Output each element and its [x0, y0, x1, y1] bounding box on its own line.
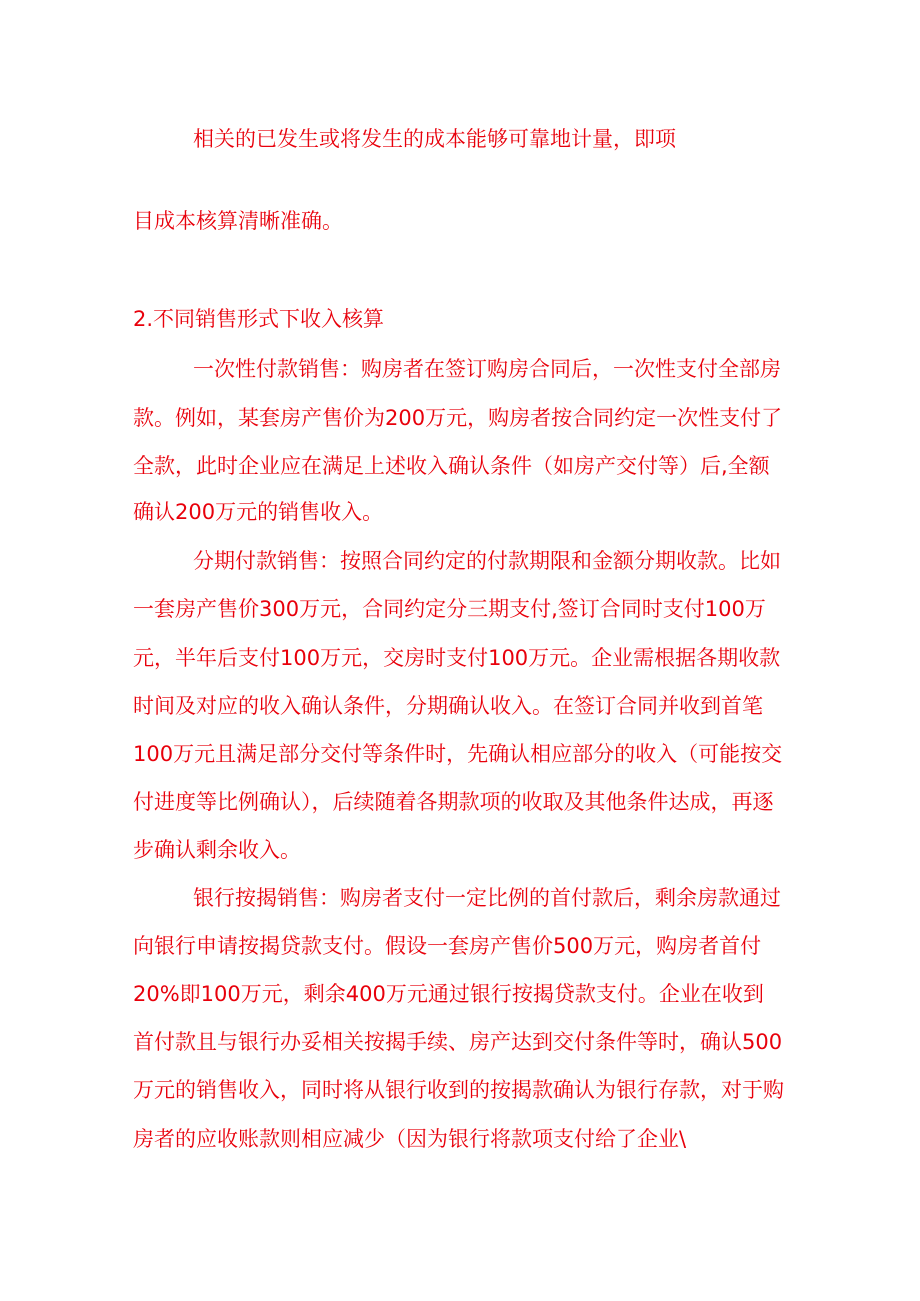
paragraph-line: 20%即100万元，剩余400万元通过银行按揭贷款支付。企业在收到 [133, 982, 764, 1006]
paragraph-line: 100万元且满足部分交付等条件时，先确认相应部分的收入（可能按交 [133, 742, 783, 766]
paragraph-line: 确认200万元的销售收入。 [133, 500, 384, 524]
paragraph-line: 时间及对应的收入确认条件，分期确认收入。在签订合同并收到首笔 [133, 694, 763, 718]
paragraph-line: 相关的已发生或将发生的成本能够可靠地计量，即项 [193, 127, 676, 151]
paragraph-line: 银行按揭销售：购房者支付一定比例的首付款后，剩余房款通过 [193, 886, 781, 910]
paragraph-line: 房者的应收账款则相应减少（因为银行将款项支付给了企业\ [133, 1127, 687, 1151]
paragraph-line: 一套房产售价300万元，合同约定分三期支付,签订合同时支付100万 [133, 597, 766, 621]
paragraph-line: 分期付款销售：按照合同约定的付款期限和金额分期收款。比如 [193, 549, 781, 573]
paragraph-line: 目成本核算清晰准确。 [133, 209, 343, 233]
paragraph-line: 款。例如，某套房产售价为200万元，购房者按合同约定一次性支付了 [133, 406, 783, 430]
paragraph-line: 付进度等比例确认），后续随着各期款项的收取及其他条件达成，再逐 [133, 790, 774, 814]
paragraph-line: 步确认剩余收入。 [133, 838, 301, 862]
paragraph-line: 一次性付款销售：购房者在签订购房合同后，一次性支付全部房 [193, 357, 781, 381]
paragraph-line: 全款，此时企业应在满足上述收入确认条件（如房产交付等）后,全额 [133, 454, 770, 478]
paragraph-line: 首付款且与银行办妥相关按揭手续、房产达到交付条件等时，确认500 [133, 1030, 783, 1054]
section-heading: 2.不同销售形式下收入核算 [133, 307, 385, 331]
paragraph-line: 向银行申请按揭贷款支付。假设一套房产售价500万元，购房者首付 [133, 934, 762, 958]
paragraph-line: 元，半年后支付100万元，交房时支付100万元。企业需根据各期收款 [133, 646, 781, 670]
paragraph-line: 万元的销售收入，同时将从银行收到的按揭款确认为银行存款，对于购 [133, 1078, 784, 1102]
